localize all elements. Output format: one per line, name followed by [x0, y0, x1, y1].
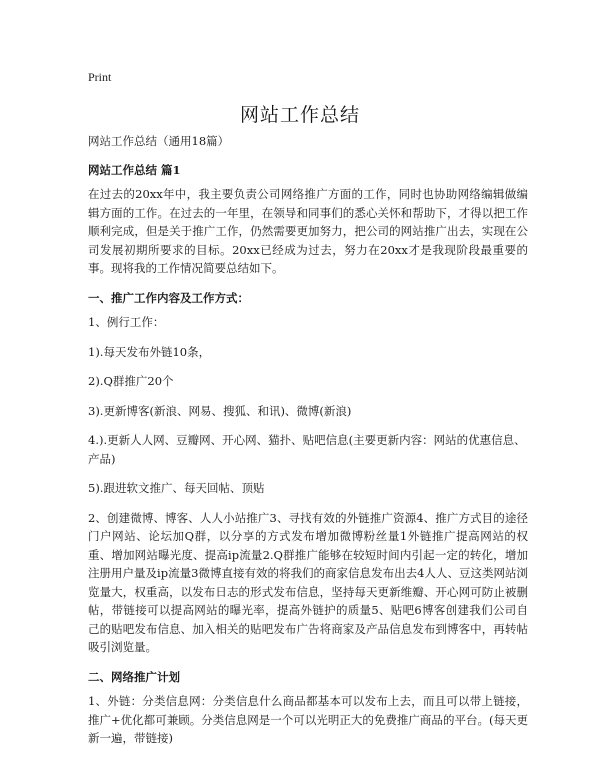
- document-subtitle: 网站工作总结（通用18篇）: [88, 134, 230, 148]
- article-heading: 网站工作总结 篇1: [88, 162, 181, 177]
- list-item: 4.).更新人人网、豆瓣网、开心网、猫扑、贴吧信息(主要更新内容：网站的优惠信息、产品): [88, 433, 526, 466]
- list-item: 2).Q群推广20个: [88, 374, 174, 388]
- list-item: 5).跟进软文推广、每天回帖、顶贴: [88, 481, 265, 495]
- list-item: 1、例行工作：: [88, 315, 165, 329]
- list-item: 3).更新博客(新浪、网易、搜狐、和讯)、微博(新浪): [88, 403, 352, 418]
- section-heading-1: 一、推广工作内容及工作方式：: [88, 290, 249, 305]
- list-item: 1).每天发布外链10条，: [88, 344, 211, 359]
- list-item: 1、外链：分类信息网：分类信息什么商品都基本可以发布上去，而且可以带上链接，推广+优化都可兼顾。分类信息网是一个可以光明正大的免费推广商品的平台。(每天更新一遍，带链接): [88, 694, 528, 745]
- list-item: 2、创建微博、博客、人人小站推广3、寻找有效的外链推广资源4、推广方式目的途径门户网站、论坛加Q群，以分享的方式发布增加微博粉丝量1外链推广提高网站的权重、增加网站曝光度、提高ip流量2.Q群推广能够在较短时间内引起一定的转化，增加注册用户量及ip流量3微博直接有效的将我们的商家信息发布出去4人人、豆这类网站浏览量大，权重高，以发布日志的形式发布信息，坚持每天更新维瓣、开心网可防止被删帖，带链接可以提高网站的曝光率，提高外链护的质量5、贴吧6博客创建我们公司自己的贴吧发布信息、加入相关的贴吧发布广告将商家及产品信息发布到博客中，再转帖吸引浏览量。: [88, 510, 528, 654]
- intro-paragraph: 在过去的20xx年中，我主要负责公司网络推广方面的工作，同时也协助网络编辑做编辑方面的工作。在过去的一年里，在领导和同事们的悉心关怀和帮助下，才得以把工作顺利完成，但是关于推广工作，仍然需要更加努力，把公司的网站推广出去，实现在公司发展初期所要求的目标。20xx已经成为过去，努力在20xx才是我现阶段最重要的事。现将我的工作情况简要总结如下。: [88, 187, 528, 275]
- document-body: [88, 132, 528, 759]
- print-label: Print: [88, 70, 112, 84]
- page-title: 网站工作总结: [239, 104, 360, 126]
- section-heading-2: 二、网络推广计划: [88, 669, 180, 684]
